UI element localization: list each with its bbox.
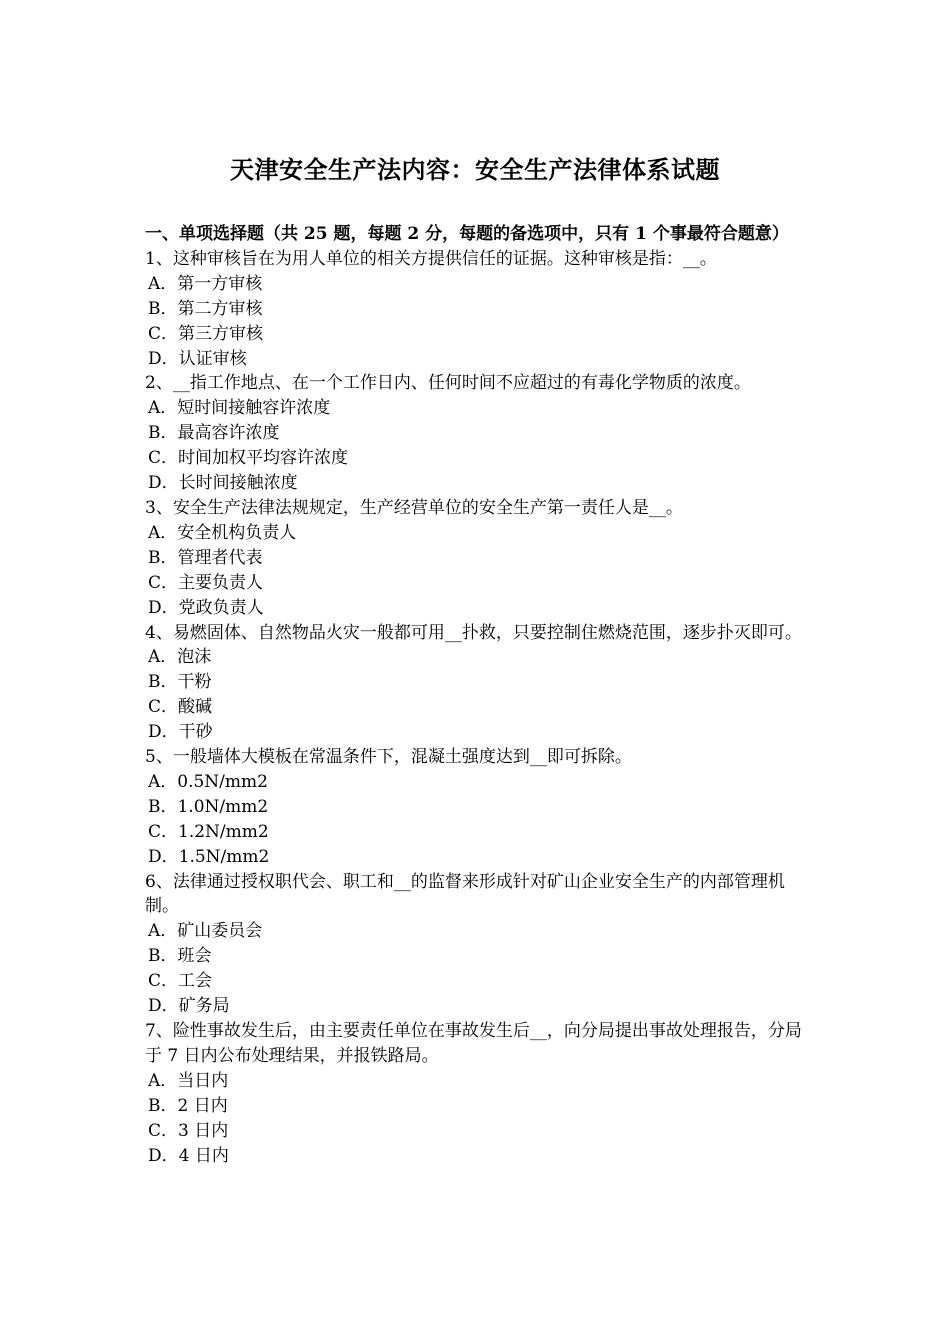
option-d: D．认证审核 <box>148 348 247 369</box>
option-b: B．第二方审核 <box>148 298 263 319</box>
option-d: D．长时间接触浓度 <box>148 473 298 494</box>
option-d: D．党政负责人 <box>148 597 264 618</box>
question-text: 6、法律通过授权职代会、职工和__的监督来形成针对矿山企业安全生产的内部管理机制。 <box>145 871 785 917</box>
document-body <box>145 222 817 1168</box>
option-c: C．主要负责人 <box>148 572 264 593</box>
option-c: C．1.2N/mm2 <box>148 821 269 842</box>
option-b: B．2 日内 <box>148 1095 228 1116</box>
document-title: 天津安全生产法内容：安全生产法律体系试题 <box>230 155 720 184</box>
question-block-2 <box>145 371 817 496</box>
option-a: A．0.5N/mm2 <box>148 771 268 792</box>
section-heading: 一、单项选择题（共 25 题，每题 2 分，每题的备选项中，只有 1 个事最符合题意） <box>145 224 789 244</box>
option-b: B．班会 <box>148 946 212 967</box>
question-block-7 <box>145 1019 817 1168</box>
question-text: 5、一般墙体大模板在常温条件下，混凝土强度达到__即可拆除。 <box>145 747 632 768</box>
question-text: 2、__指工作地点、在一个工作日内、任何时间不应超过的有毒化学物质的浓度。 <box>145 373 751 394</box>
question-text: 7、险性事故发生后，由主要责任单位在事故发生后__，向分局提出事故处理报告，分局于 7 日内公布处理结果，并报铁路局。 <box>145 1021 802 1066</box>
option-a: A．泡沫 <box>148 647 212 668</box>
question-block-1 <box>145 247 817 372</box>
option-c: C．酸碱 <box>148 697 213 718</box>
option-a: A．当日内 <box>148 1070 229 1091</box>
question-block-3 <box>145 496 817 621</box>
option-b: B．干粉 <box>148 672 212 693</box>
option-c: C．时间加权平均容许浓度 <box>148 448 349 469</box>
question-text: 3、安全生产法律法规规定，生产经营单位的安全生产第一责任人是__。 <box>145 497 683 518</box>
option-d: D．矿务局 <box>148 996 230 1017</box>
option-d: D．干砂 <box>148 722 213 743</box>
option-d: D．4 日内 <box>148 1145 229 1166</box>
option-b: B．最高容许浓度 <box>148 423 280 444</box>
question-block-6 <box>145 870 817 1019</box>
option-a: A．安全机构负责人 <box>148 522 297 543</box>
option-a: A．短时间接触容许浓度 <box>148 398 331 419</box>
question-text: 1、这种审核旨在为用人单位的相关方提供信任的证据。这种审核是指：__。 <box>145 248 717 269</box>
option-c: C．第三方审核 <box>148 323 264 344</box>
option-a: A．第一方审核 <box>148 273 263 294</box>
question-text: 4、易燃固体、自然物品火灾一般都可用__扑救，只要控制住燃烧范围，逐步扑灭即可。 <box>145 622 802 643</box>
question-block-4 <box>145 621 817 746</box>
option-d: D．1.5N/mm2 <box>148 846 270 867</box>
option-c: C．3 日内 <box>148 1120 229 1141</box>
question-block-5 <box>145 745 817 870</box>
option-c: C．工会 <box>148 971 213 992</box>
option-b: B．1.0N/mm2 <box>148 796 269 817</box>
option-a: A．矿山委员会 <box>148 921 263 942</box>
option-b: B．管理者代表 <box>148 547 263 568</box>
